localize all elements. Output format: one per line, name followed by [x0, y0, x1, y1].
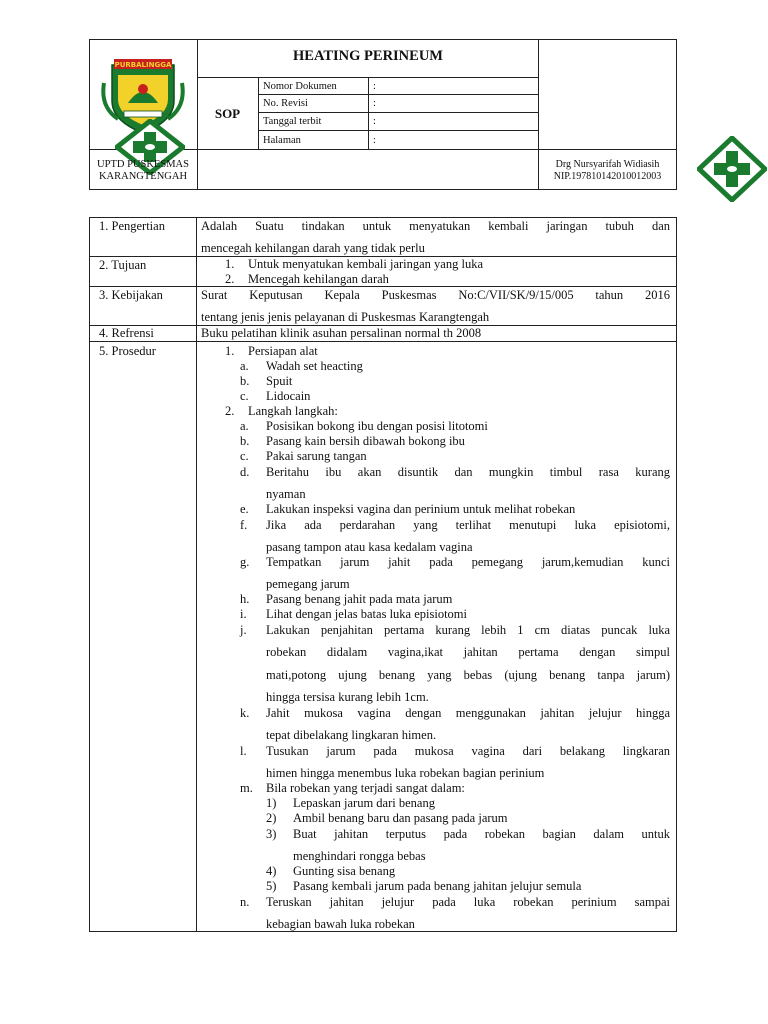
field-value-no-revisi: : — [373, 98, 376, 109]
row-label-refrensi: 4. Refrensi — [99, 326, 154, 340]
prosedur-section1-title: Persiapan alat — [248, 344, 318, 358]
step-letter-m: m. — [240, 781, 253, 795]
step-g-line1: Tempatkan jarum jahit pada pemegang jarum,kemudian kunci — [266, 555, 670, 569]
field-label-tanggal-terbit: Tanggal terbit — [263, 116, 322, 127]
signer-name: Drg Nursyarifah Widiasih — [555, 159, 660, 170]
field-value-halaman: : — [373, 135, 376, 146]
substep-4: Gunting sisa benang — [293, 864, 396, 878]
step-l-line1: Tusukan jarum pada mukosa vagina dari belakang lingkaran — [266, 744, 670, 758]
substep-num-1: 1) — [266, 796, 277, 810]
step-j-line3: mati,potong ujung benang yang bebas (ujung benang tanpa jarum) — [266, 668, 670, 682]
substep-3-line1: Buat jahitan terputus pada robekan bagian dalam untuk — [293, 827, 670, 841]
step-k-line2: tepat dibelakang lingkaran himen. — [266, 728, 437, 742]
field-value-tanggal-terbit: : — [373, 116, 376, 127]
prosedur-section1-num: 1. — [225, 344, 235, 358]
step-d-line1: Beritahu ibu akan disuntik dan mungkin timbul rasa kurang — [266, 465, 670, 479]
alat-letter-b: b. — [240, 374, 250, 388]
refrensi-text: Buku pelatihan klinik asuhan persalinan normal th 2008 — [201, 326, 482, 340]
pengertian-line2: mencegah kehilangan darah yang tidak perlu — [201, 241, 425, 255]
alat-item-b: Spuit — [266, 374, 293, 388]
field-label-halaman: Halaman — [263, 135, 301, 146]
kebijakan-line2: tentang jenis jenis pelayanan di Puskesmas Karangtengah — [201, 310, 490, 324]
step-n-line2: kebagian bawah luka robekan — [266, 917, 415, 931]
field-value-nomor-dokumen: : — [373, 81, 376, 92]
step-letter-k: k. — [240, 706, 250, 720]
step-letter-f: f. — [240, 518, 248, 532]
substep-num-2: 2) — [266, 811, 277, 825]
alat-item-c: Lidocain — [266, 389, 311, 403]
signer-nip: NIP.197810142010012003 — [553, 171, 662, 182]
step-letter-i: i. — [240, 607, 247, 621]
step-letter-c: c. — [240, 449, 249, 463]
prosedur-section2-title: Langkah langkah: — [248, 404, 338, 418]
step-g-line2: pemegang jarum — [266, 577, 350, 591]
org-name-line2: KARANGTENGAH — [98, 171, 188, 182]
substep-num-4: 4) — [266, 864, 277, 878]
substep-num-5: 5) — [266, 879, 277, 893]
step-f-line2: pasang tampon atau kasa kedalam vagina — [266, 540, 473, 554]
step-m: Bila robekan yang terjadi sangat dalam: — [266, 781, 465, 795]
step-l-line2: himen hingga menembus luka robekan bagian perinium — [266, 766, 545, 780]
step-letter-d: d. — [240, 465, 250, 479]
row-label-kebijakan: 3. Kebijakan — [99, 288, 163, 302]
step-c: Pakai sarung tangan — [266, 449, 367, 463]
step-h: Pasang benang jahit pada mata jarum — [266, 592, 453, 606]
step-letter-l: l. — [240, 744, 247, 758]
tujuan-num-1: 1. — [225, 257, 235, 271]
document-title: HEATING PERINEUM — [293, 48, 443, 64]
substep-2: Ambil benang baru dan pasang pada jarum — [293, 811, 508, 825]
alat-letter-a: a. — [240, 359, 249, 373]
step-e: Lakukan inspeksi vagina dan perinium untuk melihat robekan — [266, 502, 576, 516]
step-letter-g: g. — [240, 555, 250, 569]
step-letter-e: e. — [240, 502, 249, 516]
org-name-line1: UPTD PUSKESMAS — [97, 159, 189, 170]
step-a: Posisikan bokong ibu dengan posisi litotomi — [266, 419, 488, 433]
step-letter-n: n. — [240, 895, 250, 909]
step-letter-b: b. — [240, 434, 250, 448]
substep-5: Pasang kembali jarum pada benang jahitan jelujur semula — [293, 879, 582, 893]
row-label-tujuan: 2. Tujuan — [99, 258, 147, 272]
substep-1: Lepaskan jarum dari benang — [293, 796, 435, 810]
tujuan-item-1: Untuk menyatukan kembali jaringan yang luka — [248, 257, 484, 271]
alat-item-a: Wadah set heacting — [266, 359, 363, 373]
substep-num-3: 3) — [266, 827, 277, 841]
substep-3-line2: menghindari rongga bebas — [293, 849, 426, 863]
row-label-pengertian: 1. Pengertian — [99, 219, 165, 233]
kebijakan-line1: Surat Keputusan Kepala Puskesmas No:C/VII/SK/9/15/005 tahun 2016 — [201, 288, 670, 302]
step-k-line1: Jahit mukosa vagina dengan menggunakan jahitan jelujur hingga — [266, 706, 670, 720]
step-letter-h: h. — [240, 592, 250, 606]
emblem-banner-text: PURBALINGGA — [114, 61, 172, 69]
puskesmas-emblem-logo-right — [697, 136, 767, 202]
step-n-line1: Teruskan jahitan jelujur pada luka robekan perinium sampai — [266, 895, 670, 909]
alat-letter-c: c. — [240, 389, 249, 403]
prosedur-section2-num: 2. — [225, 404, 235, 418]
step-letter-a: a. — [240, 419, 249, 433]
pengertian-line1: Adalah Suatu tindakan untuk menyatukan kembali jaringan tubuh dan — [201, 219, 670, 233]
step-letter-j: j. — [240, 623, 247, 637]
tujuan-num-2: 2. — [225, 272, 235, 286]
field-label-no-revisi: No. Revisi — [263, 98, 308, 109]
step-j-line4: hingga tersisa kurang lebih 1cm. — [266, 690, 429, 704]
sop-label: SOP — [214, 106, 241, 121]
step-j-line1: Lakukan penjahitan pertama kurang lebih 1 cm diatas puncak luka — [266, 623, 670, 637]
step-i: Lihat dengan jelas batas luka episiotomi — [266, 607, 467, 621]
field-label-nomor-dokumen: Nomor Dokumen — [263, 81, 337, 92]
step-j-line2: robekan didalam vagina,ikat jahitan pertama dengan simpul — [266, 645, 670, 659]
tujuan-item-2: Mencegah kehilangan darah — [248, 272, 389, 286]
step-b: Pasang kain bersih dibawah bokong ibu — [266, 434, 465, 448]
step-d-line2: nyaman — [266, 487, 306, 501]
step-f-line1: Jika ada perdarahan yang terlihat menutupi luka episiotomi, — [266, 518, 670, 532]
row-label-prosedur: 5. Prosedur — [99, 344, 156, 358]
